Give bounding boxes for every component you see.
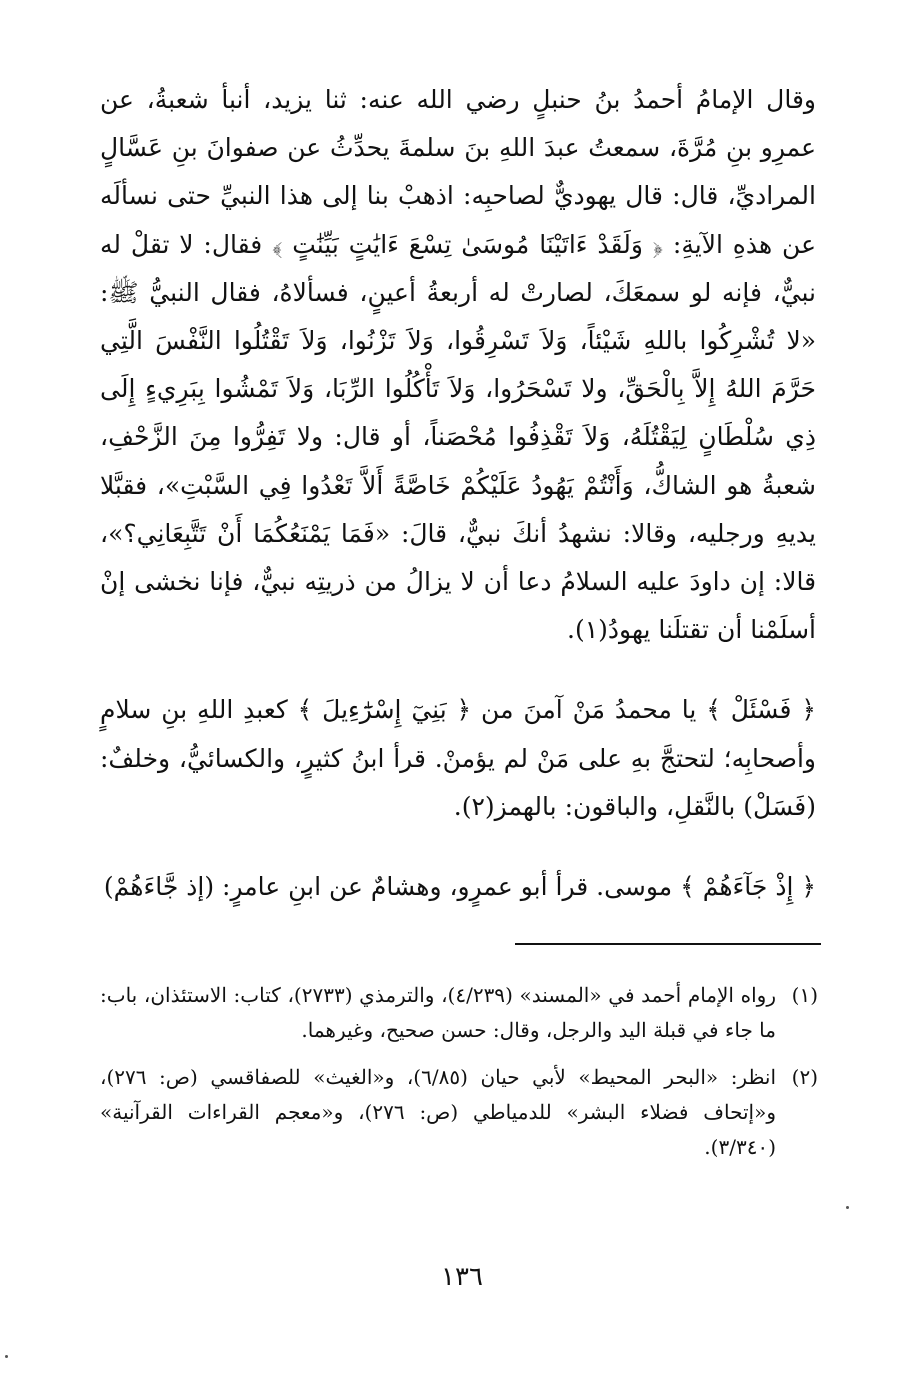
paragraph-fasal (100, 686, 816, 831)
footnote-text: انظر: «البحر المحيط» لأبي حيان (٦/٨٥)، و«الغيث» للصفاقسي (ص: ٢٧٦)، و«إتحاف فضلاء البشر» للدمياطي (ص: ٢٧٦)، و«معجم القراءات القرآنية» (٣/٣٤٠). (100, 1065, 777, 1159)
text-line: (فَسَلْ) بالنَّقلِ، والباقون: بالهمز(٢). (453, 791, 816, 821)
footnotes (100, 978, 818, 1177)
text-line: ﴿ إِذْ جَآءَهُمْ ﴾ موسى. قرأ أبو عمرٍو، وهشامٌ عن ابنِ عامرٍ: (إذ جَّاءَهُمْ) (103, 872, 816, 902)
text-line: عمرِو بنِ مُرَّةَ، سمعتُ عبدَ اللهِ بنَ سلمةَ يحدِّثُ عن صفوانَ بنِ عَسَّالٍ (100, 133, 816, 163)
footnote-2 (100, 1060, 818, 1165)
footnote-divider (515, 943, 821, 945)
text-line: لِيَقْتُلَهُ، وَلاَ تَقْذِفُوا مُحْصَناً، أو قال: ولا تَفِرُّوا مِنَ الزَّحْفِ، شعبةُ هو (100, 422, 816, 500)
page-number: ١٣٦ (441, 1262, 483, 1292)
text-line: ﴿ فَسْئَلْ ﴾ يا محمدُ مَنْ آمنَ من ﴿ بَنِيٓ إِسْرَٰٓءِيلَ ﴾ كعبدِ اللهِ بنِ سلامٍ (100, 695, 816, 725)
text-line: ورجليه، وقالا: نشهدُ أنكَ نبيٌّ، قالَ: «فَمَا يَمْنَعُكُمَا أَنْ تَتَّبِعَانِي؟»، قالا: (100, 518, 817, 597)
text-line: الشاكُّ، وَأَنْتُمْ يَهُودُ عَلَيْكُمْ خَاصَّةً أَلاَّ تَعْدُوا فِي السَّبْتِ»، فقبَّلا يديهِ (100, 470, 816, 548)
paragraph-hadith (100, 76, 816, 654)
text-line: وأصحابِه؛ لتحتجَّ بهِ على مَنْ لم يؤمنْ. قرأ ابنُ كثيرٍ، والكسائيُّ، وخلفٌ: (100, 743, 816, 773)
print-speck (846, 1206, 849, 1209)
text-line: تُشْرِكُوا باللهِ شَيْئاً، وَلاَ تَسْرِقُوا، وَلاَ تَزْنُوا، وَلاَ تَقْتُلُوا النَّفْسَ الَّتِي حَرَّمَ اللهُ (100, 326, 816, 404)
footnote-text: رواه الإمام أحمد في «المسند» (٤/٢٣٩)، والترمذي (٢٧٣٣)، كتاب: الاستئذان، باب: ما جاء في قبلة اليد والرجل، وقال: حسن صحيح، وغيرهما. (100, 983, 776, 1042)
footnote-1 (100, 978, 818, 1048)
text-line: وقال الإمامُ أحمدُ بنُ حنبلٍ رضي الله عنه: ثنا يزيد، أنبأ شعبةُ، عن (100, 85, 816, 114)
text-line: فإنه لو سمعَكَ، لصارتْ له أربعةُ أعينٍ، فسألاهُ، فقال النبيُّ ﷺ: «لا (100, 277, 816, 356)
main-text (100, 76, 816, 911)
text-line: إن داودَ عليه السلامُ دعا أن لا يزالُ من ذريتِه نبيٌّ، فإنا نخشى إنْ أسلَمْنا أن (100, 567, 816, 645)
footnote-number: (١) (791, 983, 818, 1007)
text-line: تقتلَنا يهودُ(١). (567, 615, 709, 645)
text-line: المراديِّ، قال: قال يهوديٌّ لصاحبِه: اذهبْ بنا إلى هذا النبيِّ حتى نسألَه (100, 181, 816, 211)
text-line: عن هذهِ الآيةِ: ﴿ وَلَقَدْ ءَاتَيْنَا مُوسَىٰ تِسْعَ ءَايَٰتٍ بَيِّنَٰتٍ ﴾ فقال: لا تقلْ له نبيٌّ، (100, 229, 816, 307)
paragraph-idh-jaahum (100, 863, 816, 911)
text-line: إِلاَّ بِالْحَقِّ، ولا تَسْحَرُوا، وَلاَ تَأْكُلُوا الرِّبَا، وَلاَ تَمْشُوا بِبَرِيءٍ إِلَى ذِي سُلْطَانٍ (100, 374, 816, 452)
footnote-number: (٢) (791, 1065, 818, 1089)
print-speck (5, 1355, 8, 1358)
